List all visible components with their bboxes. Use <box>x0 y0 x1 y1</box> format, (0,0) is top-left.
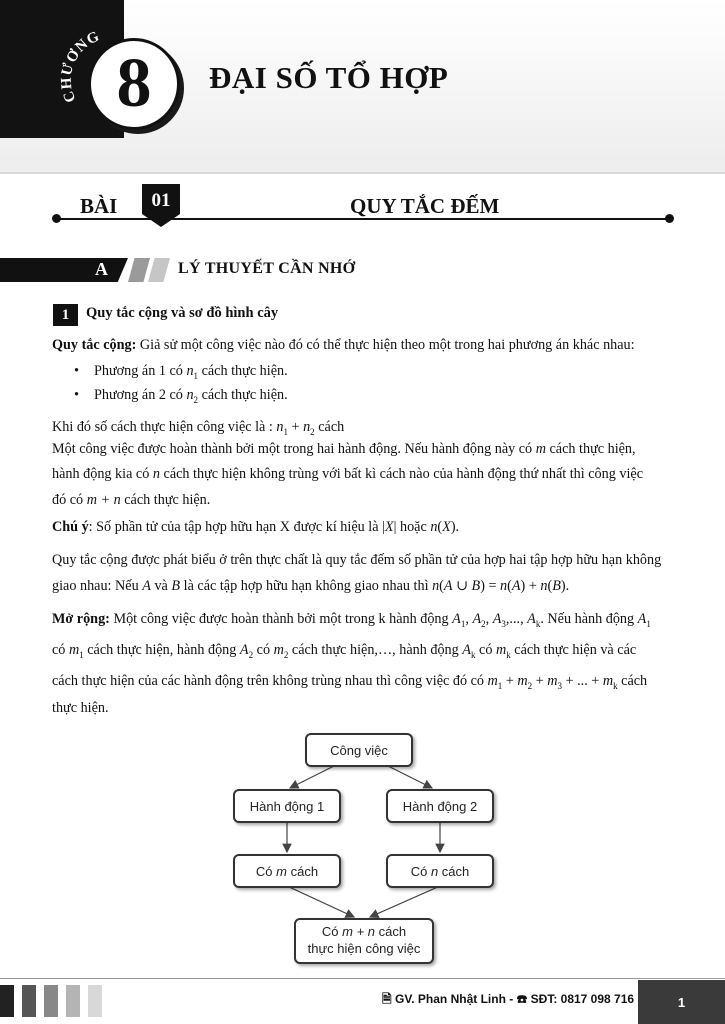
section-a-stripe <box>148 258 170 282</box>
node-way-n: Có n cách <box>386 854 494 888</box>
bullet-option-2: • Phương án 2 có $n_2$ cách thực hiện. <box>78 387 288 405</box>
section-a-letter: A <box>95 259 108 279</box>
para-1-line-2: hành động kia có n cách thực hiện không trùng với bất kì cách nào của hành động thứ nhất thì công việc <box>52 466 644 482</box>
page-number: 1 <box>638 980 725 1024</box>
section-1-number: 1 <box>53 304 78 326</box>
extension-line-2: có $m_1$ cách thực hiện, hành động $A_2$ có $m_2$ cách thực hiện,…, hành động $A_k$ có $m_k$ cách thực hiện và các <box>52 642 637 660</box>
total-line: Khi đó số cách thực hiện công việc là : $n_1 + n_2$ cách <box>52 419 345 437</box>
node-result: Có m + n cách thực hiện công việc <box>294 918 434 964</box>
node-action-1: Hành động 1 <box>233 789 341 823</box>
para-2-line-1: Quy tắc cộng được phát biểu ở trên thực chất là quy tắc đếm số phần tử của hợp hai tập hợp hữu hạn không <box>52 552 662 568</box>
arrow-root-action1 <box>290 764 338 788</box>
para-2-line-2: giao nhau: Nếu A và B là các tập hợp hữu hạn không giao nhau thì n(A ∪ B) = n(A) + n(B). <box>52 578 570 594</box>
footer-bar <box>44 985 58 1017</box>
header-divider <box>0 172 725 174</box>
section-a-stripe <box>128 258 150 282</box>
node-way-m: Có m cách <box>233 854 341 888</box>
arrow-way-m-result <box>287 886 354 917</box>
lesson-number: 01 <box>151 190 171 211</box>
chapter-title: ĐẠI SỐ TỔ HỢP <box>209 60 449 95</box>
chapter-number: 8 <box>88 38 180 130</box>
footer-bar <box>88 985 102 1017</box>
rule-dot-right <box>665 214 674 223</box>
note-line: Chú ý: Số phần tử của tập hợp hữu hạn X được kí hiệu là |X| hoặc n(X). <box>52 519 460 535</box>
footer-bar <box>66 985 80 1017</box>
footer-bar <box>0 985 14 1017</box>
footer-credit: 🗎 GV. Phan Nhật Linh - ☎ SĐT: 0817 098 716 <box>382 992 635 1006</box>
extension-line-3: cách thực hiện của các hành động trên không trùng nhau thì công việc đó có $m_1 + m_2 + m_3$ + ... + $m_k$ cách <box>52 673 648 691</box>
document-icon: 🗎 <box>382 992 392 1006</box>
arrow-root-action2 <box>384 764 432 788</box>
para-1-line-3: đó có m + n cách thực hiện. <box>52 492 211 508</box>
author-name: GV. Phan Nhật Linh <box>395 992 506 1006</box>
node-action-2: Hành động 2 <box>386 789 494 823</box>
section-1-title: Quy tắc cộng và sơ đồ hình cây <box>86 305 279 321</box>
rule-dot-left <box>52 214 61 223</box>
svg-text:CHƯƠNG: CHƯƠNG <box>58 28 103 102</box>
phone-number: SĐT: 0817 098 716 <box>530 992 635 1006</box>
section-a-bar <box>0 258 128 282</box>
phone-icon: ☎ <box>516 992 528 1006</box>
extension-line-1: Mở rộng: Một công việc được hoàn thành bởi một trong k hành động $A_1$, $A_2$, $A_3$,..., $A_k$. Nếu hành động $A_1$ <box>52 611 651 629</box>
footer-bar <box>22 985 36 1017</box>
node-root: Công việc <box>305 733 413 767</box>
lesson-title: QUY TẮC ĐẾM <box>350 194 500 218</box>
rule-paragraph: Quy tắc cộng: Giả sử một công việc nào đó có thể thực hiện theo một trong hai phương án khác nhau: <box>52 337 635 353</box>
section-a-title: LÝ THUYẾT CẦN NHỚ <box>178 260 356 277</box>
arrow-way-n-result <box>370 886 440 917</box>
lesson-label: BÀI <box>80 194 118 218</box>
bullet-option-1: • Phương án 1 có $n_1$ cách thực hiện. <box>78 363 288 381</box>
extension-line-4: thực hiện. <box>52 700 109 716</box>
para-1-line-1: Một công việc được hoàn thành bởi một trong hai hành động. Nếu hành động này có m cách thực hiện, <box>52 441 636 457</box>
footer-rule <box>0 978 725 979</box>
